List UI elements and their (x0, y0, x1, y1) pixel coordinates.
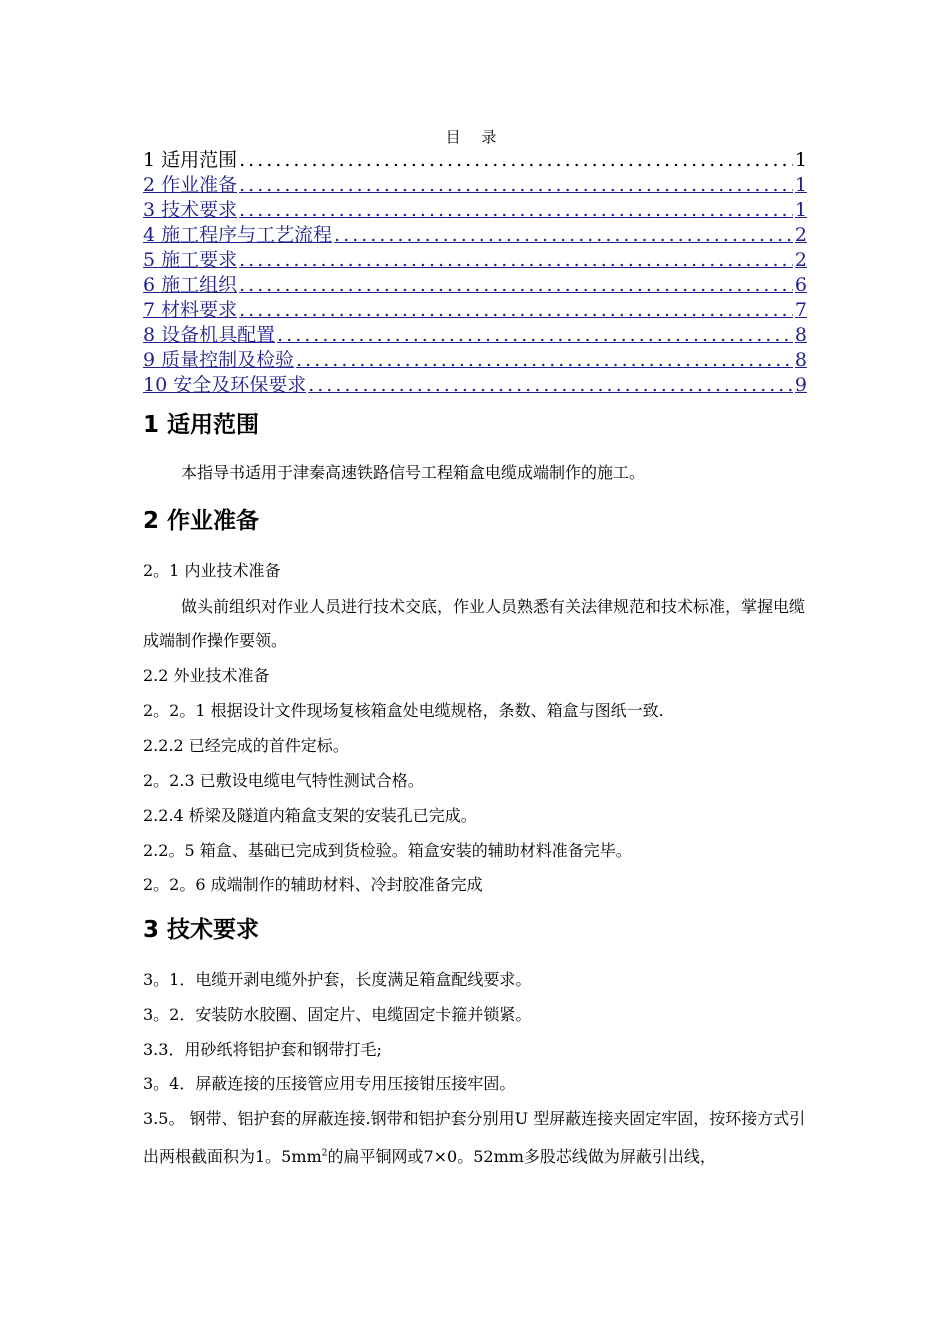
toc-leader-dots (239, 298, 793, 323)
toc-leader-dots (239, 273, 793, 298)
toc-link[interactable] (143, 373, 807, 398)
toc-link[interactable] (143, 173, 807, 198)
toc-link[interactable] (143, 248, 807, 273)
toc-item-title[interactable]: 5 施工要求 (143, 249, 238, 271)
toc-item-page: 1 (794, 149, 807, 171)
section-1-heading: 1 适用范围 (143, 412, 260, 438)
toc-item-title[interactable]: 10 安全及环保要求 (143, 374, 307, 396)
toc-item-title[interactable]: 2 作业准备 (143, 174, 238, 196)
toc-leader-dots (277, 323, 793, 348)
toc-leader-dots (239, 148, 793, 173)
item-2-2-2: 2.2.2 已经完成的首件定标。 (143, 736, 349, 755)
item-2-2-5: 2.2。5 箱盒、基础已完成到货检验。箱盒安装的辅助材料准备完毕。 (143, 841, 632, 860)
item-2-2-6: 2。2。6 成端制作的辅助材料、冷封胶准备完成 (143, 875, 483, 894)
item-3-5-superscript: 2 (321, 1148, 328, 1159)
toc-item-title[interactable]: 7 材料要求 (143, 299, 238, 321)
subsection-2-2-heading: 2.2 外业技术准备 (143, 666, 270, 685)
toc-item-page[interactable]: 1 (794, 174, 807, 196)
toc-title: 目 录 (445, 128, 505, 146)
toc-item-page[interactable]: 9 (794, 374, 807, 396)
toc-item (143, 148, 807, 173)
item-3-2: 3。2．安装防水胶圈、固定片、电缆固定卡箍并锁紧。 (143, 1005, 532, 1024)
toc-leader-dots (296, 348, 793, 373)
toc-leader-dots (308, 373, 793, 398)
item-3-1: 3。1．电缆开剥电缆外护套，长度满足箱盒配线要求。 (143, 970, 532, 989)
subsection-2-1-paragraph: 做头前组织对作业人员进行技术交底，作业人员熟悉有关法律规范和技术标准，掌握电缆成端制作操作要领。 (143, 597, 806, 650)
toc-leader-dots (239, 173, 793, 198)
table-of-contents (143, 148, 807, 398)
item-3-5-paragraph (143, 1100, 815, 1176)
item-3-4: 3。4．屏蔽连接的压接管应用专用压接钳压接牢固。 (143, 1074, 516, 1093)
section-2-heading: 2 作业准备 (143, 508, 260, 534)
toc-link[interactable] (143, 348, 807, 373)
toc-item-page[interactable]: 7 (794, 299, 807, 321)
toc-item-page[interactable]: 8 (794, 349, 807, 371)
item-2-2-1: 2。2。1 根据设计文件现场复核箱盒处电缆规格，条数、箱盒与图纸一致. (143, 701, 664, 720)
toc-item-title[interactable]: 4 施工程序与工艺流程 (143, 224, 333, 246)
toc-item-page[interactable]: 2 (794, 224, 807, 246)
item-3-5-text-b: 的扁平铜网或7×0。52mm多股芯线做为屏蔽引出线， (327, 1147, 716, 1166)
toc-link[interactable] (143, 323, 807, 348)
toc-item-title[interactable]: 6 施工组织 (143, 274, 238, 296)
toc-item-title[interactable]: 8 设备机具配置 (143, 324, 276, 346)
section-3-heading: 3 技术要求 (143, 917, 260, 943)
item-2-2-4: 2.2.4 桥梁及隧道内箱盒支架的安装孔已完成。 (143, 806, 477, 825)
toc-leader-dots (334, 223, 793, 248)
item-3-5-text-a: 3.5。 钢带、铝护套的屏蔽连接.钢带和铝护套分别用U 型屏蔽连接夹固定牢固，按环接方式引出两根截面积为1。5mm (143, 1109, 806, 1166)
toc-item-title[interactable]: 9 质量控制及检验 (143, 349, 295, 371)
item-2-2-3: 2。2.3 已敷设电缆电气特性测试合格。 (143, 771, 424, 790)
toc-item-page[interactable]: 6 (794, 274, 807, 296)
toc-link[interactable] (143, 223, 807, 248)
toc-item-page[interactable]: 2 (794, 249, 807, 271)
toc-link[interactable] (143, 198, 807, 223)
toc-item-title[interactable]: 3 技术要求 (143, 199, 238, 221)
toc-item-page[interactable]: 8 (794, 324, 807, 346)
toc-leader-dots (239, 248, 793, 273)
toc-item-title: 1 适用范围 (143, 149, 238, 171)
item-3-3: 3.3．用砂纸将铝护套和钢带打毛; (143, 1040, 382, 1059)
toc-link[interactable] (143, 298, 807, 323)
toc-link[interactable] (143, 273, 807, 298)
toc-leader-dots (239, 198, 793, 223)
section-1-paragraph: 本指导书适用于津秦高速铁路信号工程箱盒电缆成端制作的施工。 (181, 463, 646, 482)
toc-item-page[interactable]: 1 (794, 199, 807, 221)
subsection-2-1-heading: 2。1 内业技术准备 (143, 561, 281, 580)
